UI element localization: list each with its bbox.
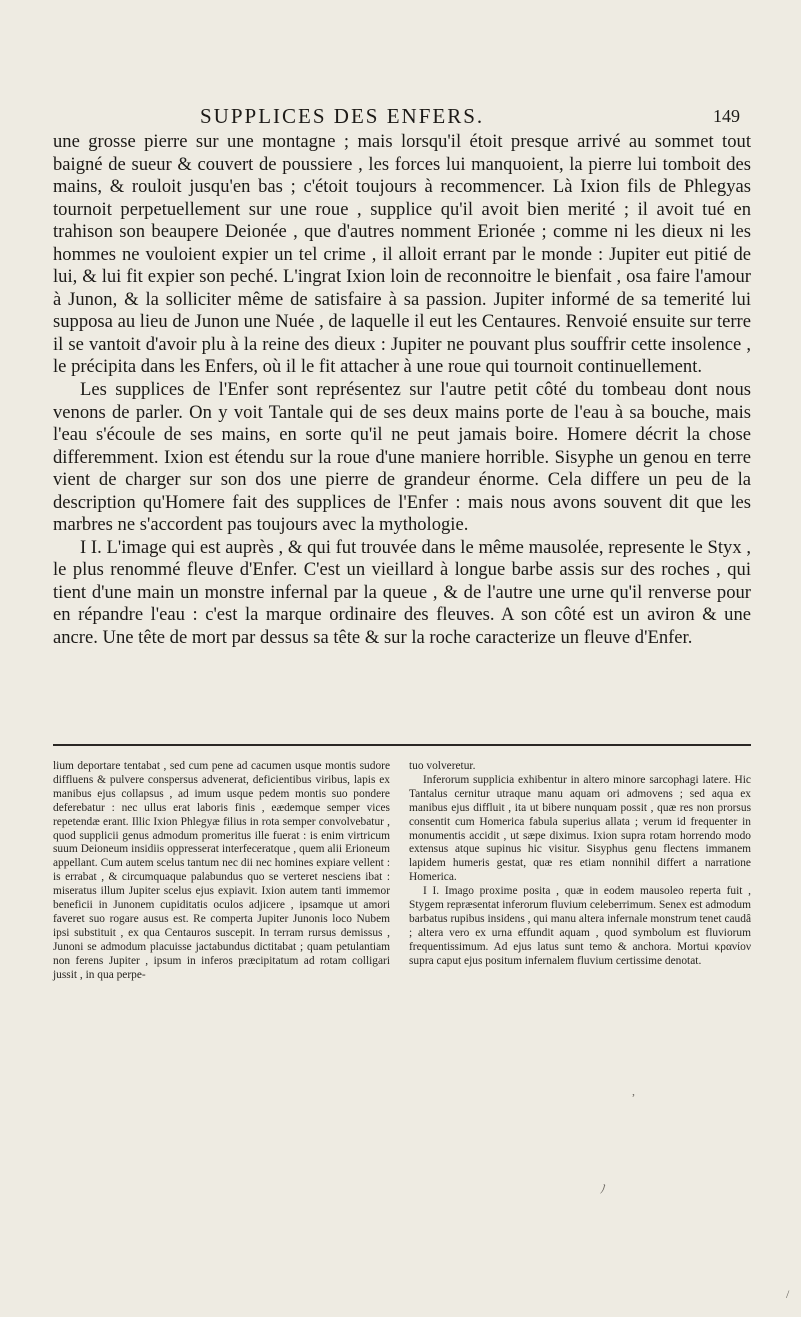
notes-left-paragraph-1: lium deportare tentabat , sed cum pene ad cacumen usque montis sudore diffluens & pulvere conspersus advenerat, deficientibus viribus, lapis ex manibus ejus collapsus , ad imum usque pedem montis suo pondere deferebatur : nec ullus erat laboris finis , eædemque semper vices repetendæ erant. Illic Ixion Phlegyæ filius in rota semper convolvebatur , quod supplicii genus admodum promeritus ille fuerat : is enim virtricum suum Deioneum insidiis oppresserat interfeceratque , quem alii Erioneum appellant. Cum autem scelus tantum nec dii nec homines expiare vellent : is errabat , & circumquaque palabundus quo se verteret nesciens ibat : miseratus illum Jupiter scelus ejus expiavit. Ixion autem tanti immemor beneficii in Junonem cupiditatis oculos adjicere , ipsamque ut amori faveret suo rogare ausus est. Re comperta Jupiter Junonis loco Nubem ipsi substituit , ex qua Centauros suscepit. In terram rursus demissus , Junoni se admodum placuisse jactabundus dictitabat ; quam petulantiam non ferens Jupiter , ipsum in inferos præcipitatum ad rotam colligari jussit , in qua perpe- [53,760,390,981]
section-divider [53,744,751,746]
notes-left-column [53,760,390,983]
stray-mark: ﾉ [600,1182,607,1196]
main-paragraph-2: Les supplices de l'Enfer sont représentez sur l'autre petit côté du tombeau dont nous venons de parler. On y voit Tantale qui de ses deux mains porte de l'eau à sa bouche, mais l'eau s'écoule de ses mains, en sorte qu'il ne peut jamais boire. Homere décrit la chose differemment. Ixion est étendu sur la roue d'une maniere horrible. Sisyphe un genou en terre vient de charger sur son dos une pierre de grandeur énorme. Cela differe un peu de la description qu'Homere fait des supplices de l'Enfer : mais nous avons souvent dit que les marbres ne s'accordent pas toujours avec la mythologie. [53,379,751,536]
running-head: SUPPLICES DES ENFERS. [200,104,485,128]
page-number: 149 [713,106,740,126]
notes-right-paragraph-3: I I. Imago proxime posita , quæ in eodem mausoleo reperta fuit , Stygem repræsentat inferorum fluvium celeberrimum. Senex est admodum barbatus rupibus insidens , qui manu altera infernale monstrum tenet caudâ ; altera vero ex urna effundit aquam , quod symbolum est fluviorum frequentissimum. Ad ejus latus sunt temo & anchora. Mortui κρανίον supra caput ejus positum infernalem fluvium certissime denotat. [409,885,751,967]
notes-right-paragraph-1: tuo volveretur. [409,760,476,772]
main-paragraph-3: I I. L'image qui est auprès , & qui fut trouvée dans le même mausolée, represente le Styx , le plus renommé fleuve d'Enfer. C'est un vieillard à longue barbe assis sur des roches , qui tient d'une main un monstre infernal par la queue , & de l'autre une urne qu'il renverse pour en répandre l'eau : c'est la marque ordinaire des fleuves. A son côté est un aviron & une ancre. Une tête de mort par dessus sa tête & sur la roche caracterize un fleuve d'Enfer. [53,536,751,649]
notes-right-paragraph-2: Inferorum supplicia exhibentur in altero minore sarcophagi latere. Hic Tantalus cernitur utraque manu aquam ori admovens ; sed aqua ex manibus ejus diffluit , ita ut bibere nunquam possit , quæ res non prorsus consentit cum Homerica fabula superius allata ; verum id frequenter in monumentis accidit , ut sæpe diximus. Ixion supra rotam horrendo modo extensus atque supinus hic visitur. Sisyphus genu flectens immanem lapidem humeris gestat, quæ res etiam nonnihil differt a narratione Homerica. [409,773,751,884]
main-text [53,131,751,650]
page-header [200,104,740,134]
stray-mark: , [632,1084,635,1098]
main-paragraph-1: une grosse pierre sur une montagne ; mais lorsqu'il étoit presque arrivé au sommet tout baigné de sueur & couvert de poussiere , les forces lui manquoient, la pierre lui tomboit des mains, & rouloit jusqu'en bas ; c'étoit toujours à recommencer. Là Ixion fils de Phlegyas tournoit perpetuellement sur une roue , supplice qu'il avoit bien merité ; il avoit tué en trahison son beaupere Deionée , que d'autres nomment Erionée ; comme ni les dieux ni les hommes ne vouloient expier un tel crime , il alloit errant par le monde : Jupiter eut pitié de lui, & lui fit expier son peché. L'ingrat Ixion loin de reconnoitre le bienfait , osa faire l'amour à Junon, & la solliciter même de satisfaire à sa passion. Jupiter informé de sa temerité lui supposa au lieu de Junon une Nuée , de laquelle il eut les Centaures. Renvoié ensuite sur terre il se vantoit d'avoir plu à la reine des dieux : Jupiter ne pouvant plus souffrir cette insolence , le précipita dans les Enfers, où il le fit attacher à une roue qui tournoit continuellement. [53,131,751,378]
stray-mark: / [786,1287,790,1301]
notes-right-column [409,760,751,969]
